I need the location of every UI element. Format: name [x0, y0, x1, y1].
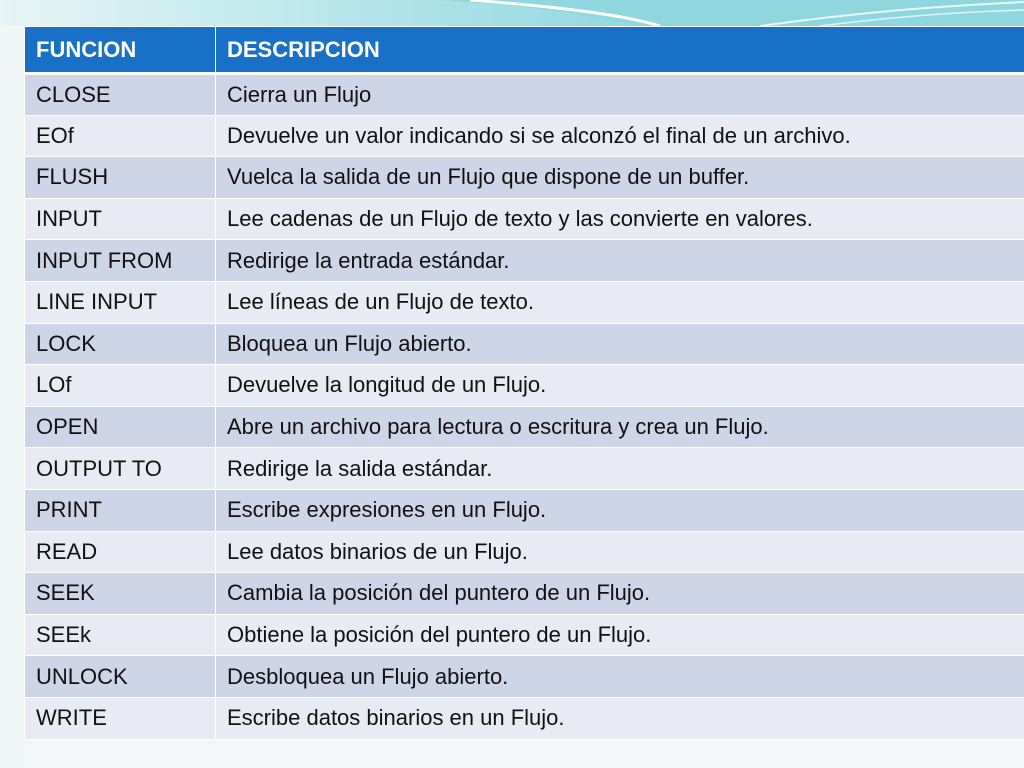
table-row — [25, 489, 1024, 531]
cell-descripcion: Devuelve la longitud de un Flujo. — [216, 365, 1024, 407]
table-header-row — [25, 27, 1024, 74]
table-row — [25, 115, 1024, 157]
cell-funcion: CLOSE — [25, 74, 216, 116]
table-row — [25, 697, 1024, 739]
cell-funcion: OPEN — [25, 406, 216, 448]
cell-descripcion: Escribe expresiones en un Flujo. — [216, 489, 1024, 531]
cell-descripcion: Lee cadenas de un Flujo de texto y las convierte en valores. — [216, 198, 1024, 240]
table-row — [25, 614, 1024, 656]
cell-descripcion: Cambia la posición del puntero de un Flujo. — [216, 573, 1024, 615]
cell-descripcion: Obtiene la posición del puntero de un Flujo. — [216, 614, 1024, 656]
table-row — [25, 365, 1024, 407]
cell-descripcion: Redirige la entrada estándar. — [216, 240, 1024, 282]
table-row — [25, 531, 1024, 573]
cell-descripcion: Escribe datos binarios en un Flujo. — [216, 697, 1024, 739]
table-row — [25, 323, 1024, 365]
cell-funcion: SEEK — [25, 573, 216, 615]
table-row — [25, 448, 1024, 490]
cell-descripcion: Abre un archivo para lectura o escritura y crea un Flujo. — [216, 406, 1024, 448]
table-row — [25, 157, 1024, 199]
cell-descripcion: Desbloquea un Flujo abierto. — [216, 656, 1024, 698]
cell-funcion: PRINT — [25, 489, 216, 531]
header-funcion: FUNCION — [25, 27, 216, 74]
cell-funcion: LOf — [25, 365, 216, 407]
functions-table — [24, 26, 1024, 740]
cell-funcion: OUTPUT TO — [25, 448, 216, 490]
cell-funcion: LINE INPUT — [25, 281, 216, 323]
cell-funcion: FLUSH — [25, 157, 216, 199]
cell-funcion: EOf — [25, 115, 216, 157]
table-row — [25, 656, 1024, 698]
table-row — [25, 406, 1024, 448]
table-row — [25, 198, 1024, 240]
cell-funcion: INPUT — [25, 198, 216, 240]
cell-funcion: READ — [25, 531, 216, 573]
cell-funcion: LOCK — [25, 323, 216, 365]
cell-funcion: INPUT FROM — [25, 240, 216, 282]
cell-funcion: SEEk — [25, 614, 216, 656]
table-row — [25, 240, 1024, 282]
cell-funcion: WRITE — [25, 697, 216, 739]
table-row — [25, 281, 1024, 323]
cell-descripcion: Redirige la salida estándar. — [216, 448, 1024, 490]
cell-descripcion: Devuelve un valor indicando si se alconzó el final de un archivo. — [216, 115, 1024, 157]
table-row — [25, 573, 1024, 615]
cell-descripcion: Lee líneas de un Flujo de texto. — [216, 281, 1024, 323]
header-descripcion: DESCRIPCION — [216, 27, 1024, 74]
table-row — [25, 74, 1024, 116]
cell-descripcion: Vuelca la salida de un Flujo que dispone de un buffer. — [216, 157, 1024, 199]
functions-table-container — [24, 26, 1024, 740]
cell-funcion: UNLOCK — [25, 656, 216, 698]
cell-descripcion: Bloquea un Flujo abierto. — [216, 323, 1024, 365]
cell-descripcion: Cierra un Flujo — [216, 74, 1024, 116]
cell-descripcion: Lee datos binarios de un Flujo. — [216, 531, 1024, 573]
